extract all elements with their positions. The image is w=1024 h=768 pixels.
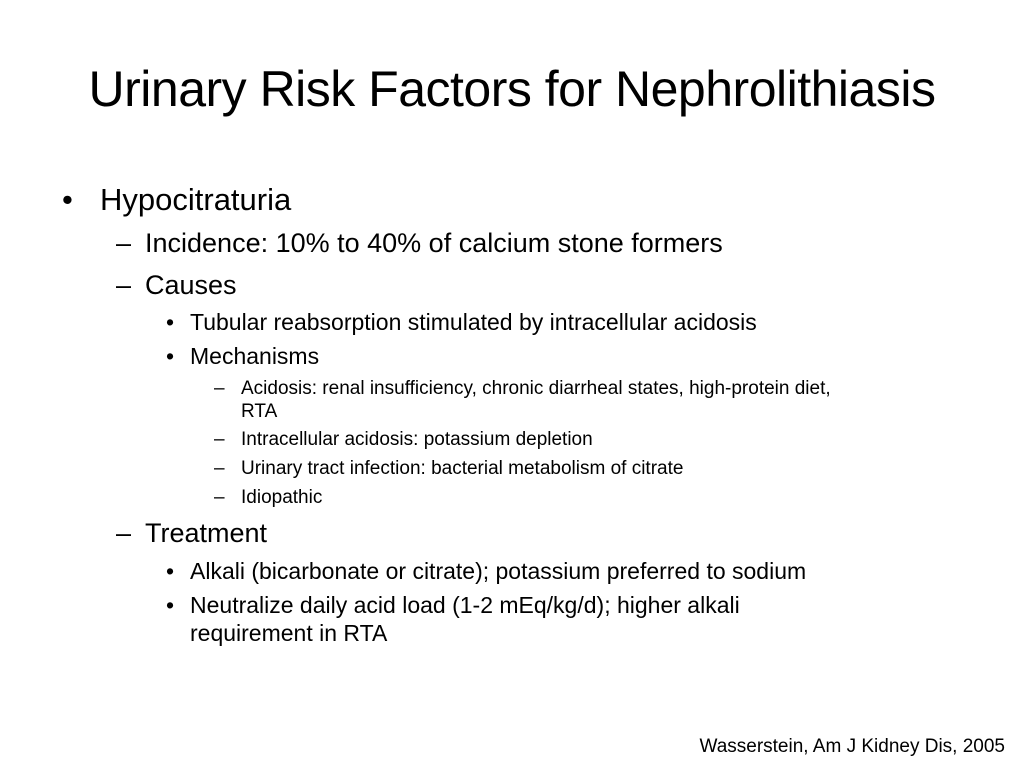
- dash-marker: –: [214, 378, 225, 399]
- citation: Wasserstein, Am J Kidney Dis, 2005: [699, 736, 1005, 757]
- subitem-text: Intracellular acidosis: potassium depletion: [241, 429, 593, 450]
- bullet-marker: •: [62, 182, 73, 217]
- subitem-text-line1: Acidosis: renal insufficiency, chronic diarrheal states, high-protein diet,: [241, 378, 831, 399]
- slide-title: Urinary Risk Factors for Nephrolithiasis: [88, 61, 936, 117]
- bullet-marker: •: [166, 558, 175, 584]
- bullet-text: Tubular reabsorption stimulated by intracellular acidosis: [190, 309, 757, 335]
- bullet-marker: •: [166, 592, 175, 618]
- subitem-text: Idiopathic: [241, 487, 323, 508]
- dash-marker: –: [214, 429, 225, 450]
- bullet-text: Hypocitraturia: [100, 182, 292, 217]
- subitem-text: Causes: [145, 270, 237, 300]
- bullet-text-line2: requirement in RTA: [190, 620, 388, 646]
- bullet-text: Alkali (bicarbonate or citrate); potassium preferred to sodium: [190, 558, 807, 584]
- subitem-text: Urinary tract infection: bacterial metabolism of citrate: [241, 458, 684, 479]
- subitem-text-line2: RTA: [241, 401, 278, 422]
- dash-marker: –: [214, 458, 225, 479]
- dash-marker: –: [214, 487, 225, 508]
- bullet-text: Mechanisms: [190, 343, 320, 369]
- bullet-marker: •: [166, 309, 175, 335]
- bullet-text-line1: Neutralize daily acid load (1-2 mEq/kg/d); higher alkali: [190, 592, 740, 618]
- subitem-text: Treatment: [145, 518, 268, 548]
- dash-marker: –: [116, 270, 132, 300]
- bullet-marker: •: [166, 343, 175, 369]
- subitem-text: Incidence: 10% to 40% of calcium stone formers: [145, 228, 723, 258]
- dash-marker: –: [116, 228, 132, 258]
- dash-marker: –: [116, 518, 132, 548]
